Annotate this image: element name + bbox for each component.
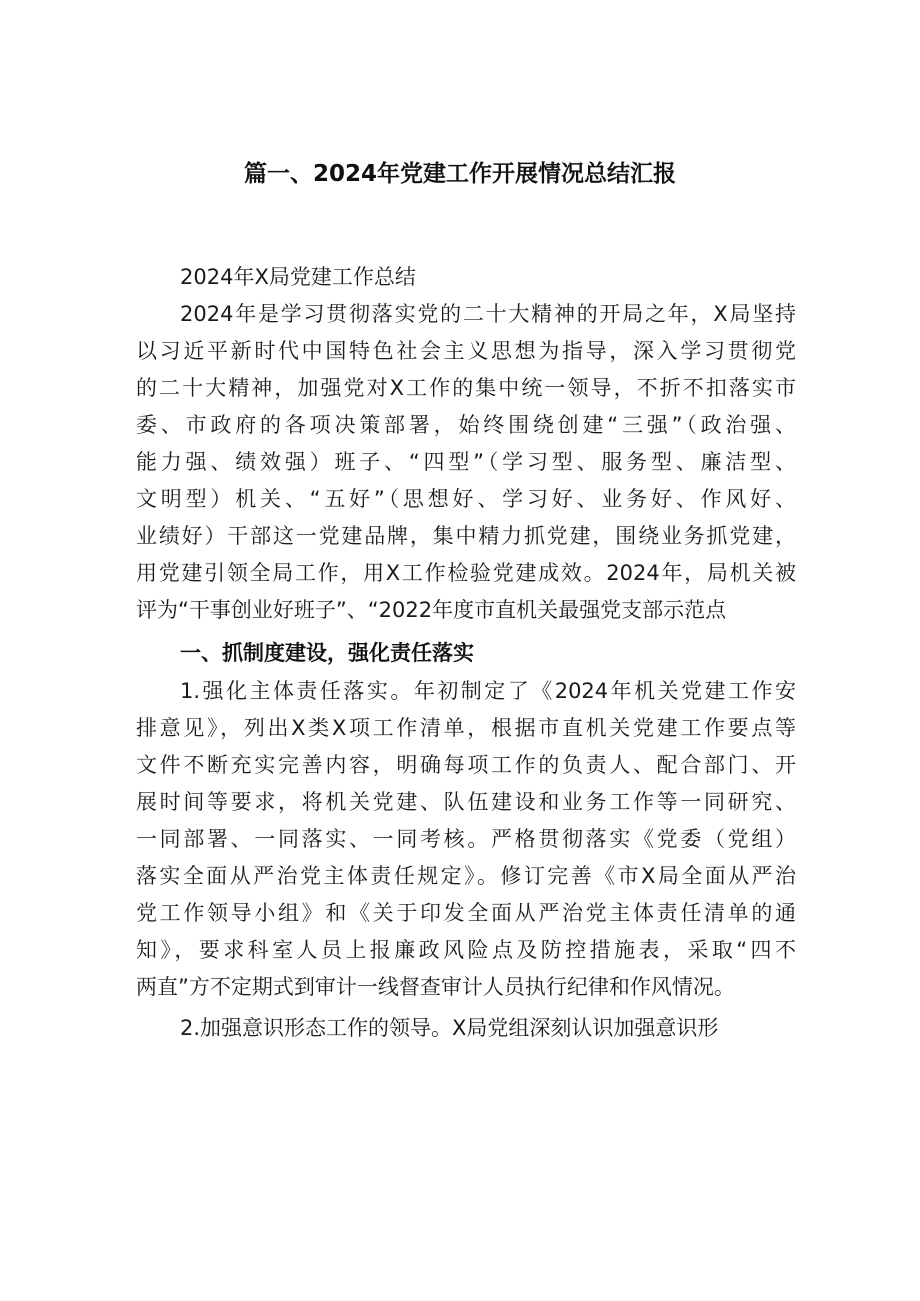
paragraph-line: 知》，要求科室人员上报廉政风险点及防控措施表，采取“四不 — [136, 938, 796, 962]
document-subtitle: 2024年X局党建工作总结 — [180, 265, 416, 289]
paragraph-line: 落实全面从严治党主体责任规定》。修订完善《市X局全面从严治 — [136, 864, 796, 888]
item-2-paragraph — [136, 1010, 796, 1047]
paragraph-line: 用党建引领全局工作，用X工作检验党建成效。2024年，局机关被 — [136, 561, 796, 585]
paragraph-line: 排意见》，列出X类X项工作清单，根据市直机关党建工作要点等 — [136, 716, 796, 740]
document-body — [136, 259, 796, 1047]
paragraph-line: 一同部署、一同落实、一同考核。严格贯彻落实《党委（党组） — [136, 827, 796, 851]
paragraph-line: 文件不断充实完善内容，明确每项工作的负责人、配合部门、开 — [136, 753, 796, 777]
paragraph-line: 2024年是学习贯彻落实党的二十大精神的开局之年，X局坚持 — [180, 302, 796, 326]
document-title: 篇一、2024年党建工作开展情况总结汇报 — [243, 161, 676, 187]
paragraph-line: 2.加强意识形态工作的领导。X局党组深刻认识加强意识形 — [180, 1016, 719, 1040]
intro-paragraph — [136, 296, 796, 629]
paragraph-line: 以习近平新时代中国特色社会主义思想为指导，深入学习贯彻党 — [136, 339, 796, 363]
paragraph-line: 评为“干事创业好班子”、“2022年度市直机关最强党支部示范点 — [136, 598, 727, 622]
paragraph-line: 两直”方不定期式到审计一线督查审计人员执行纪律和作风情况。 — [136, 975, 735, 999]
paragraph-line: 1.强化主体责任落实。年初制定了《2024年机关党建工作安 — [180, 679, 796, 703]
paragraph-line: 委、市政府的各项决策部署，始终围绕创建“三强”（政治强、 — [136, 413, 796, 437]
paragraph-line: 文明型）机关、“五好”（思想好、学习好、业务好、作风好、 — [136, 487, 796, 511]
item-1-paragraph — [136, 673, 796, 1006]
paragraph-line: 的二十大精神，加强党对X工作的集中统一领导，不折不扣落实市 — [136, 376, 796, 400]
paragraph-line: 能力强、绩效强）班子、“四型”（学习型、服务型、廉洁型、 — [136, 450, 796, 474]
paragraph-line: 展时间等要求，将机关党建、队伍建设和业务工作等一同研究、 — [136, 790, 796, 814]
paragraph-line: 党工作领导小组》和《关于印发全面从严治党主体责任清单的通 — [136, 901, 796, 925]
paragraph-line: 业绩好）干部这一党建品牌，集中精力抓党建，围绕业务抓党建， — [136, 524, 796, 548]
section-heading: 一、抓制度建设，强化责任落实 — [180, 641, 474, 665]
